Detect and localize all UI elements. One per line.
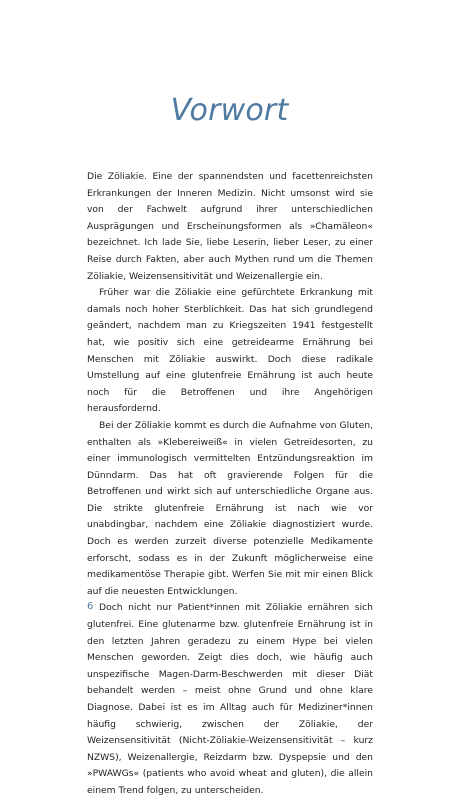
paragraph: Bei der Zöliakie kommt es durch die Aufnahme von Gluten, enthalten als »Klebereiweiß« in vielen Getreidesorten, zu einer immunologisch vermittelten Entzündungsreaktion im Dünndarm. Das hat oft gravierende Folgen für die Betroffenen und wirkt sich auf unterschiedliche Organe aus. Die strikte glutenfreie Ernährung ist nach wie vor unabdingbar, nachdem eine Zöliakie diagnostiziert wurde. Doch es werden zurzeit diverse potenzielle Medikamente erforscht, sodass es in der Zukunft möglicherweise eine medikamentöse Therapie gibt. Werfen Sie mit mir einen Blick auf die neuesten Entwicklungen.	[87, 419, 373, 597]
paragraph: Die Zöliakie. Eine der spannendsten und facettenreichsten Erkrankungen der Inneren Medizin. Nicht umsonst wird sie von der Fachwelt aufgrund ihrer unterschiedlichen Ausprägungen und Erscheinungsformen als »Chamäleon« bezeichnet. Ich lade Sie, liebe Leserin, lieber Leser, zu einer Reise durch Fakten, aber auch Mythen rund um die Themen Zöliakie, Weizensensitivität und Weizenallergie ein.	[87, 171, 373, 282]
page-number: 6	[87, 601, 94, 612]
paragraph: Doch nicht nur Patient*innen mit Zöliakie ernähren sich glutenfrei. Eine glutenarme bzw. glutenfreie Ernährung ist in den letzten Jahren geradezu zu einem Hype bei vielen Menschen geworden. Zeigt dies doch, wie häufig auch unspezifische Magen-Darm-Beschwerden mit dieser Diät behandelt werden – meist ohne Grund und ohne klare Diagnose. Dabei ist es im Alltag auch für Mediziner*innen häufig schwierig, zwischen der Zöliakie, der Weizensensitivität (Nicht-Zöliakie-Weizensensitivität – kurz NZWS), Weizenallergie, Reizdarm bzw. Dyspepsie und den »PWAWGs« (patients who avoid wheat and gluten), die allein einem Trend folgen, zu unterscheiden.	[87, 602, 373, 796]
body-text	[87, 169, 373, 800]
page-title: Vorwort	[170, 93, 289, 128]
paragraph: Früher war die Zöliakie eine gefürchtete Erkrankung mit damals noch hoher Sterblichkeit. Das hat sich grundlegend geändert, nachdem man zu Kriegszeiten 1941 festgestellt hat, wie positiv sich eine getreidearme Ernährung bei Menschen mit Zöliakie auswirkt. Doch diese radikale Umstellung auf eine glutenfreie Ernährung ist auch heute noch für die Betroffenen und ihre Angehörigen herausfordernd.	[87, 287, 373, 415]
